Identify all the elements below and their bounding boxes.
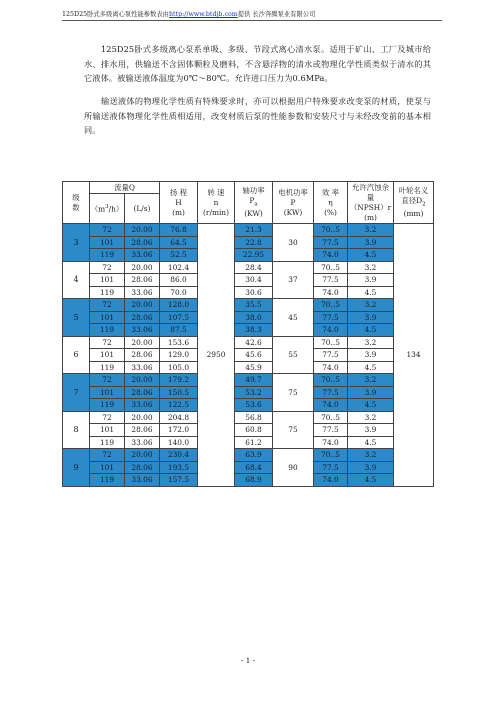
head-cell: 150.5	[160, 386, 198, 399]
flow-ls-cell: 28.06	[125, 349, 160, 362]
flow-m3h-cell: 101	[90, 461, 125, 474]
npsh-cell: 3.9	[348, 386, 394, 399]
flow-m3h-cell: 101	[90, 386, 125, 399]
shaft-power-cell: 45.9	[235, 361, 273, 374]
efficiency-cell: 74.0	[314, 474, 348, 487]
table-row	[63, 311, 434, 324]
shaft-power-cell: 60.8	[235, 424, 273, 437]
flow-m3h-cell: 119	[90, 249, 125, 262]
head-cell: 86.0	[160, 274, 198, 287]
npsh-cell: 4.5	[348, 249, 394, 262]
npsh-cell: 3.2	[348, 374, 394, 387]
head-cell: 193.5	[160, 461, 198, 474]
stage-cell: 7	[63, 374, 90, 412]
table-body	[63, 224, 434, 487]
flow-m3h-cell: 101	[90, 349, 125, 362]
table-row	[63, 224, 434, 237]
shaft-power-cell: 68.4	[235, 461, 273, 474]
shaft-power-cell: 22.8	[235, 236, 273, 249]
table-row	[63, 424, 434, 437]
flow-m3h-cell: 119	[90, 286, 125, 299]
shaft-power-cell: 42.6	[235, 336, 273, 349]
flow-m3h-cell: 101	[90, 424, 125, 437]
page-header	[62, 10, 442, 21]
flow-m3h-cell: 119	[90, 399, 125, 412]
flow-ls-cell: 28.06	[125, 311, 160, 324]
flow-ls-cell: 28.06	[125, 424, 160, 437]
shaft-power-cell: 56.8	[235, 411, 273, 424]
efficiency-cell: 70..5	[314, 224, 348, 237]
shaft-power-cell: 53.6	[235, 399, 273, 412]
efficiency-cell: 74.0	[314, 399, 348, 412]
table-row	[63, 249, 434, 262]
head-cell: 52.5	[160, 249, 198, 262]
flow-m3h-cell: 72	[90, 261, 125, 274]
npsh-cell: 3.9	[348, 236, 394, 249]
efficiency-cell: 77.5	[314, 274, 348, 287]
head-cell: 153.6	[160, 336, 198, 349]
table-row	[63, 336, 434, 349]
flow-ls-cell: 20.00	[125, 374, 160, 387]
flow-m3h-cell: 119	[90, 324, 125, 337]
motor-power-cell: 30	[273, 224, 314, 262]
header-flow-m3h: $(m^3/h)$	[90, 194, 125, 224]
flow-m3h-cell: 72	[90, 224, 125, 237]
table-row	[63, 361, 434, 374]
npsh-cell: 3.9	[348, 311, 394, 324]
npsh-cell: 4.5	[348, 436, 394, 449]
npsh-cell: 3.9	[348, 461, 394, 474]
efficiency-cell: 70..5	[314, 336, 348, 349]
shaft-power-cell: 38.0	[235, 311, 273, 324]
header-motor-power: 电机功率 P (KW)	[273, 182, 314, 224]
flow-m3h-cell: 72	[90, 411, 125, 424]
stage-cell: 5	[63, 299, 90, 337]
table-row	[63, 236, 434, 249]
flow-ls-cell: 33.06	[125, 436, 160, 449]
efficiency-cell: 74.0	[314, 436, 348, 449]
header-impeller: 叶轮名义直径$D_2$ (mm)	[394, 182, 434, 224]
flow-ls-cell: 33.06	[125, 324, 160, 337]
flow-ls-cell: 28.06	[125, 461, 160, 474]
table-row	[63, 386, 434, 399]
table-row	[63, 374, 434, 387]
table-row	[63, 461, 434, 474]
head-cell: 122.5	[160, 399, 198, 412]
head-cell: 105.0	[160, 361, 198, 374]
motor-power-cell: 75	[273, 411, 314, 449]
efficiency-cell: 77.5	[314, 311, 348, 324]
head-cell: 172.0	[160, 424, 198, 437]
efficiency-cell: 70..5	[314, 299, 348, 312]
stage-cell: 6	[63, 336, 90, 374]
npsh-cell: 3.2	[348, 411, 394, 424]
npsh-cell: 3.9	[348, 349, 394, 362]
page-number: - 1 -	[240, 656, 256, 665]
efficiency-cell: 70..5	[314, 449, 348, 462]
shaft-power-cell: 38.3	[235, 324, 273, 337]
flow-ls-cell: 33.06	[125, 286, 160, 299]
shaft-power-cell: 61.2	[235, 436, 273, 449]
efficiency-cell: 77.5	[314, 424, 348, 437]
header-stage: 级数	[63, 182, 90, 224]
header-flow: 流量Q	[90, 182, 160, 194]
flow-m3h-cell: 72	[90, 374, 125, 387]
flow-ls-cell: 28.06	[125, 236, 160, 249]
flow-ls-cell: 33.06	[125, 249, 160, 262]
motor-power-cell: 75	[273, 374, 314, 412]
flow-m3h-cell: 101	[90, 311, 125, 324]
head-cell: 230.4	[160, 449, 198, 462]
npsh-cell: 3.9	[348, 274, 394, 287]
head-cell: 87.5	[160, 324, 198, 337]
speed-cell: 2950	[198, 224, 235, 487]
head-cell: 107.5	[160, 311, 198, 324]
flow-ls-cell: 20.00	[125, 411, 160, 424]
flow-ls-cell: 28.06	[125, 386, 160, 399]
npsh-cell: 3.2	[348, 336, 394, 349]
shaft-power-cell: 53.2	[235, 386, 273, 399]
npsh-cell: 4.5	[348, 399, 394, 412]
efficiency-cell: 77.5	[314, 349, 348, 362]
shaft-power-cell: 35.5	[235, 299, 273, 312]
header-flow-ls: (L/s)	[125, 194, 160, 224]
flow-ls-cell: 20.00	[125, 261, 160, 274]
table-row	[63, 299, 434, 312]
header-link[interactable]: http://www.btdjb.com	[168, 11, 238, 18]
npsh-cell: 3.2	[348, 224, 394, 237]
motor-power-cell: 37	[273, 261, 314, 299]
flow-m3h-cell: 101	[90, 274, 125, 287]
table-row	[63, 399, 434, 412]
efficiency-cell: 77.5	[314, 461, 348, 474]
motor-power-cell: 90	[273, 449, 314, 487]
shaft-power-cell: 28.4	[235, 261, 273, 274]
flow-ls-cell: 20.00	[125, 336, 160, 349]
head-cell: 179.2	[160, 374, 198, 387]
head-cell: 140.0	[160, 436, 198, 449]
efficiency-cell: 74.0	[314, 361, 348, 374]
flow-m3h-cell: 72	[90, 336, 125, 349]
npsh-cell: 4.5	[348, 474, 394, 487]
head-cell: 70.0	[160, 286, 198, 299]
table-row	[63, 274, 434, 287]
flow-m3h-cell: 119	[90, 361, 125, 374]
header-prefix: 125D25卧式多级离心泵性能参数表由	[62, 11, 169, 18]
intro-paragraph-1: 125D25卧式多级离心泵系单吸、多级、节段式离心清水泵。适用于矿山、工厂及城市给水、排水用，供输送不含固体颗粒及磨料，不含悬浮物的清水或物理化学性质类似于清水的其它液体。被输送液体温度为0℃～80℃。允许进口压力为0.6MPa。	[84, 44, 431, 84]
head-cell: 64.5	[160, 236, 198, 249]
shaft-power-cell: 45.6	[235, 349, 273, 362]
shaft-power-cell: 63.9	[235, 449, 273, 462]
header-shaft-power: 轴功率 $P_a$ (KW)	[235, 182, 273, 224]
efficiency-cell: 74.0	[314, 324, 348, 337]
npsh-cell: 3.2	[348, 449, 394, 462]
shaft-power-cell: 49.7	[235, 374, 273, 387]
motor-power-cell: 45	[273, 299, 314, 337]
shaft-power-cell: 30.6	[235, 286, 273, 299]
flow-ls-cell: 20.00	[125, 224, 160, 237]
head-cell: 204.8	[160, 411, 198, 424]
header-suffix: 提供 长沙奔腾泵业有限公司	[237, 11, 316, 18]
table-row	[63, 411, 434, 424]
flow-m3h-cell: 101	[90, 236, 125, 249]
npsh-cell: 3.2	[348, 261, 394, 274]
head-cell: 129.0	[160, 349, 198, 362]
flow-ls-cell: 28.06	[125, 274, 160, 287]
flow-m3h-cell: 119	[90, 436, 125, 449]
flow-ls-cell: 33.06	[125, 474, 160, 487]
table-row	[63, 261, 434, 274]
efficiency-cell: 70..5	[314, 261, 348, 274]
shaft-power-cell: 68.9	[235, 474, 273, 487]
table-row	[63, 474, 434, 487]
flow-ls-cell: 20.00	[125, 299, 160, 312]
header-head: 扬 程 H (m)	[160, 182, 198, 224]
efficiency-cell: 74.0	[314, 249, 348, 262]
npsh-cell: 4.5	[348, 286, 394, 299]
npsh-cell: 4.5	[348, 361, 394, 374]
table-row	[63, 436, 434, 449]
flow-m3h-cell: 119	[90, 474, 125, 487]
stage-cell: 3	[63, 224, 90, 262]
stage-cell: 4	[63, 261, 90, 299]
table-row	[63, 449, 434, 462]
head-cell: 128.0	[160, 299, 198, 312]
intro-paragraph-2: 输送液体的物理化学性质有特殊要求时，亦可以根据用户特殊要求改变泵的材质，使泵与所输送液体物理化学性质相适用，改变材质后泵的性能参数和安装尺寸与未经改变前的基本相同。	[84, 96, 431, 136]
shaft-power-cell: 21.3	[235, 224, 273, 237]
npsh-cell: 4.5	[348, 324, 394, 337]
efficiency-cell: 77.5	[314, 236, 348, 249]
impeller-diameter-cell: 134	[394, 224, 434, 487]
stage-cell: 8	[63, 411, 90, 449]
performance-table	[62, 181, 434, 487]
efficiency-cell: 77.5	[314, 386, 348, 399]
flow-ls-cell: 33.06	[125, 361, 160, 374]
flow-ls-cell: 20.00	[125, 449, 160, 462]
header-npsh: 允许汽蚀余量 （NPSH）r (m)	[348, 182, 394, 224]
header-speed: 转 速 n (r/min)	[198, 182, 235, 224]
table-row	[63, 286, 434, 299]
shaft-power-cell: 22.95	[235, 249, 273, 262]
head-cell: 157.5	[160, 474, 198, 487]
stage-cell: 9	[63, 449, 90, 487]
header-efficiency: 效 率 η (%)	[314, 182, 348, 224]
npsh-cell: 3.2	[348, 299, 394, 312]
table-row	[63, 324, 434, 337]
flow-ls-cell: 33.06	[125, 399, 160, 412]
efficiency-cell: 70..5	[314, 374, 348, 387]
flow-m3h-cell: 72	[90, 299, 125, 312]
motor-power-cell: 55	[273, 336, 314, 374]
npsh-cell: 3.9	[348, 424, 394, 437]
flow-m3h-cell: 72	[90, 449, 125, 462]
efficiency-cell: 70..5	[314, 411, 348, 424]
efficiency-cell: 74.0	[314, 286, 348, 299]
table-row	[63, 349, 434, 362]
head-cell: 76.8	[160, 224, 198, 237]
head-cell: 102.4	[160, 261, 198, 274]
shaft-power-cell: 30.4	[235, 274, 273, 287]
